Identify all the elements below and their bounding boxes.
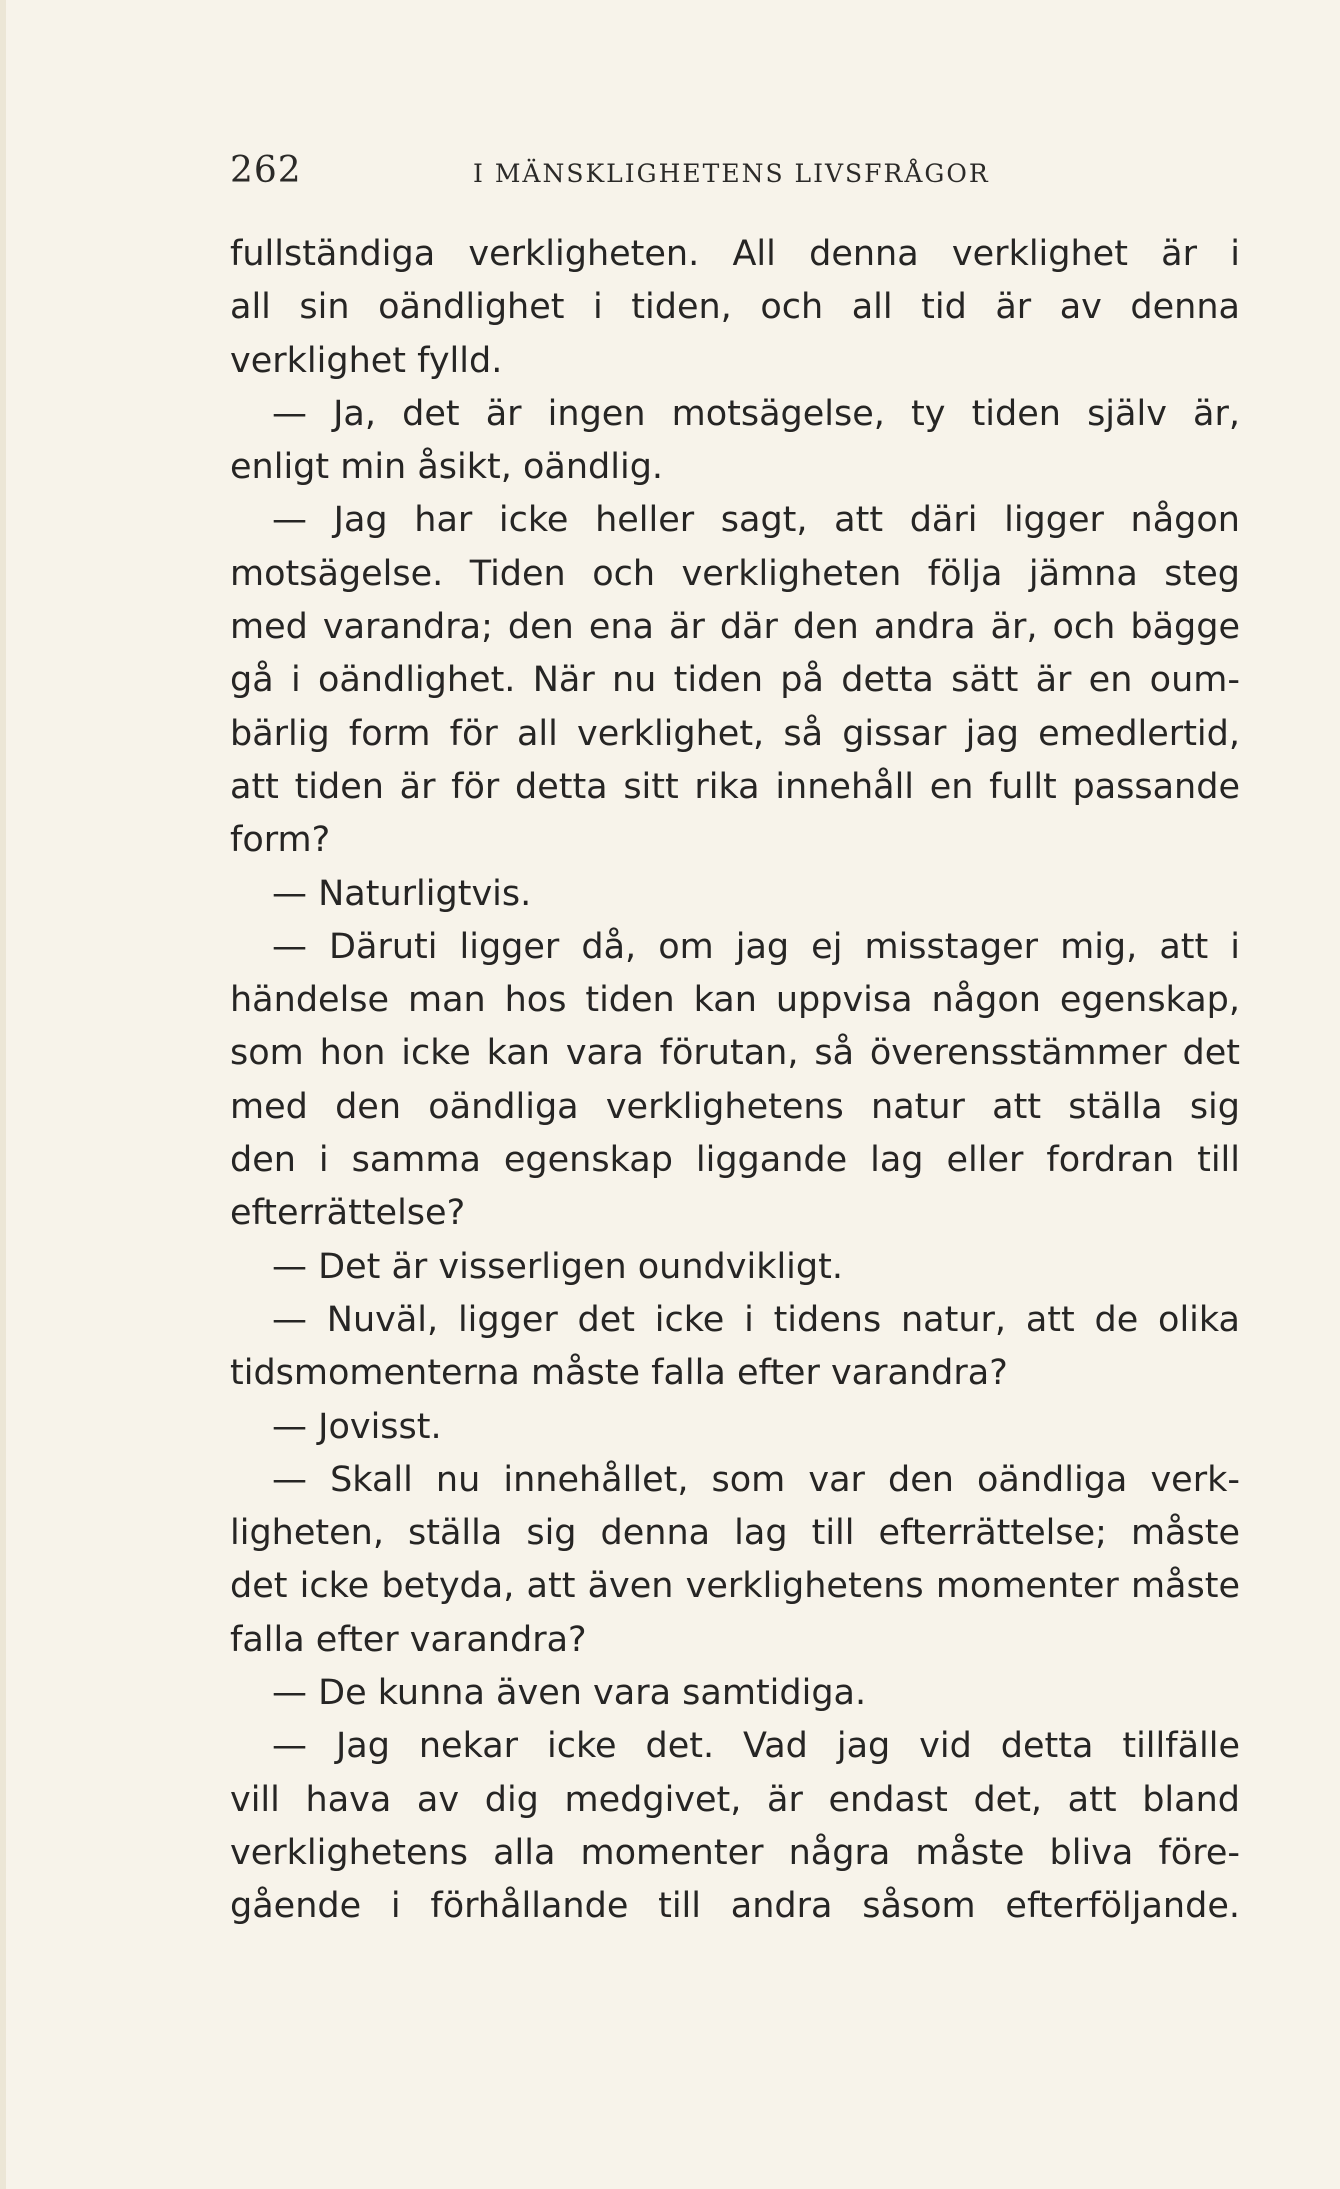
text-line: vill hava av dig medgivet, är endast det, att bland (230, 1779, 1240, 1820)
text-line: — De kunna även vara samtidiga. (272, 1673, 867, 1714)
text-line: — Jovisst. (272, 1406, 442, 1447)
text-line: — Nuväl, ligger det icke i tidens natur, att de olika (272, 1299, 1240, 1340)
text-line: bärlig form för all verklighet, så gissar jag emedlertid, (230, 713, 1240, 754)
page-edge (0, 0, 6, 2189)
text-line: det icke betyda, att även verklighetens momenter måste (230, 1566, 1240, 1607)
text-line: gående i förhållande till andra såsom efterföljande. (230, 1886, 1240, 1927)
text-line: tidsmomenterna måste falla efter varandra? (230, 1353, 1008, 1394)
running-head: I MÄNSKLIGHETENS LIVSFRÅGOR (473, 159, 990, 188)
text-line: med den oändliga verklighetens natur att ställa sig (230, 1086, 1240, 1127)
text-line: — Jag har icke heller sagt, att däri ligger någon (272, 500, 1240, 541)
text-line: — Naturligtvis. (272, 873, 532, 914)
text-line: händelse man hos tiden kan uppvisa någon egenskap, (230, 980, 1240, 1021)
text-line: verklighetens alla momenter några måste bliva före- (230, 1832, 1240, 1873)
text-line: — Det är visserligen oundvikligt. (272, 1246, 843, 1287)
text-line: ligheten, ställa sig denna lag till efterrättelse; måste (230, 1513, 1240, 1554)
body-text (230, 228, 1240, 1934)
text-line: motsägelse. Tiden och verkligheten följa jämna steg (230, 553, 1240, 594)
text-line: fullständiga verkligheten. All denna verklighet är i (230, 234, 1240, 274)
page-number: 262 (230, 150, 302, 191)
text-line: med varandra; den ena är där den andra är, och bägge (230, 607, 1240, 648)
text-line: — Jag nekar icke det. Vad jag vid detta tillfälle (272, 1726, 1240, 1767)
text-line: den i samma egenskap liggande lag eller fordran till (230, 1140, 1240, 1181)
text-line: att tiden är för detta sitt rika innehåll en fullt passande (230, 766, 1240, 807)
page-header (230, 150, 1240, 198)
text-line: — Däruti ligger då, om jag ej misstager mig, att i (272, 926, 1240, 967)
text-line: efterrättelse? (230, 1193, 466, 1234)
text-line: falla efter varandra? (230, 1619, 587, 1660)
text-line: — Ja, det är ingen motsägelse, ty tiden själv är, (272, 393, 1240, 434)
text-line: som hon icke kan vara förutan, så överensstämmer det (230, 1033, 1240, 1074)
text-line: enligt min åsikt, oändlig. (230, 447, 664, 488)
text-line: gå i oändlighet. När nu tiden på detta sätt är en oum- (230, 660, 1240, 701)
text-line: all sin oändlighet i tiden, och all tid är av denna (230, 287, 1240, 328)
text-line: form? (230, 820, 331, 861)
text-line: — Skall nu innehållet, som var den oändliga verk- (272, 1459, 1240, 1500)
text-line: verklighet fylld. (230, 340, 503, 381)
